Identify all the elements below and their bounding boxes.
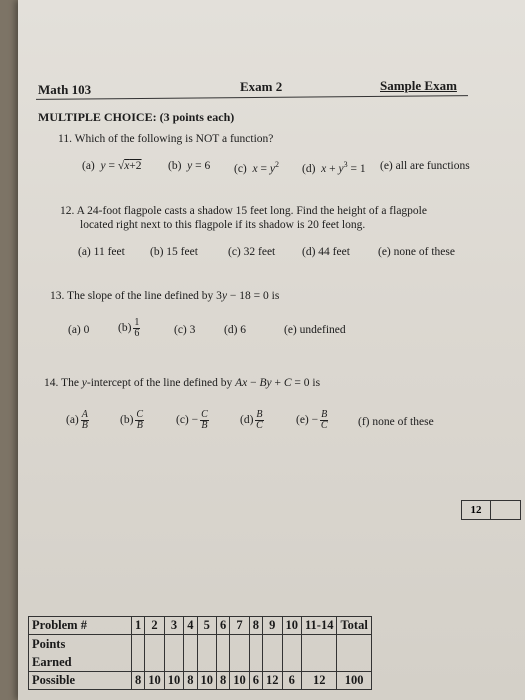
possible-cell: 8 [184,672,197,690]
points-earned-row [29,635,372,672]
page-score-value: 12 [462,501,491,519]
q11-option-d[interactable]: (d) $x + y^3 = 1$ [302,160,366,175]
q11-option-e[interactable]: (e) all are functions [380,160,470,172]
problem-row [29,617,372,635]
possible-cell: 8 [132,672,145,690]
problem-cell: 8 [249,617,262,635]
possible-row [29,672,372,690]
possible-cell: 10 [197,672,217,690]
earned-cell[interactable] [230,635,250,672]
q12-line2: located right next to this flagpole if its shadow is 20 feet long. [80,219,366,231]
possible-cell: 12 [263,672,283,690]
earned-cell[interactable] [145,635,165,672]
q11-number: 11. [58,133,72,145]
course-label: Math 103 [38,82,92,97]
exam-sheet [18,0,525,700]
problem-cell: 1 [132,617,145,635]
possible-label: Possible [29,672,132,690]
q11-text: Which of the following is NOT a function? [74,133,274,145]
problem-cell: Total [337,617,371,635]
problem-cell: 4 [184,617,197,635]
q14-option-a[interactable]: (a) $\frac{A}{B}$ [66,409,88,431]
possible-cell: 10 [164,672,184,690]
q11-option-c[interactable]: (c) $x = y^2$ [234,160,279,175]
earned-cell[interactable] [249,635,262,672]
grade-table [28,616,372,690]
q12-prompt [60,205,427,217]
q14-option-d[interactable]: (d) $\frac{B}{C}$ [240,409,263,431]
q13-option-b[interactable]: (b) $\frac{1}{6}$ [118,317,140,339]
q14-prompt: 14. The y-intercept of the line defined by Ax − By + C = 0 is [44,377,321,389]
page-score-earned-cell[interactable] [491,501,520,519]
earned-cell[interactable] [282,635,302,672]
q11-option-a[interactable]: (a) y = √x+2 [82,160,142,172]
q12-option-a[interactable]: (a) 11 feet [78,246,125,258]
problem-cell: 11-14 [302,617,337,635]
earned-cell[interactable] [132,635,145,672]
earned-label: Earned [32,655,72,669]
q13-option-e[interactable]: (e) undefined [284,324,346,336]
problem-cell: 2 [145,617,165,635]
possible-cell: 6 [282,672,302,690]
possible-cell: 8 [217,672,230,690]
q14-option-f[interactable]: (f) none of these [358,416,434,428]
problem-cell: 9 [263,617,283,635]
earned-cell[interactable] [263,635,283,672]
q12-option-e[interactable]: (e) none of these [378,246,455,258]
q13-option-d[interactable]: (d) 6 [224,324,247,336]
q12-option-d[interactable]: (d) 44 feet [302,246,350,258]
problem-cell: 5 [197,617,217,635]
q13-number: 13. [50,290,65,302]
q13-prompt: 13. The slope of the line defined by 3y − 18 = 0 is [50,290,280,302]
earned-cell[interactable] [217,635,230,672]
problem-cell: 6 [217,617,230,635]
q11-option-b[interactable]: (b) y = 6 [168,160,211,172]
possible-cell: 6 [249,672,262,690]
q12-line1: A 24-foot flagpole casts a shadow 15 feet long. Find the height of a flagpole [76,205,427,217]
problem-cell: 7 [230,617,250,635]
q13-option-c[interactable]: (c) 3 [174,324,196,336]
possible-cell: 100 [337,672,371,690]
q14-option-e[interactable]: (e) − $\frac{B}{C}$ [296,409,328,431]
problem-label: Problem # [29,617,132,635]
earned-cell[interactable] [184,635,197,672]
possible-cell: 10 [145,672,165,690]
problem-cell: 3 [164,617,184,635]
q12-number: 12. [60,205,75,217]
earned-cell[interactable] [337,635,371,672]
q14-option-b[interactable]: (b) $\frac{C}{B}$ [120,409,144,431]
q14-option-c[interactable]: (c) − $\frac{C}{B}$ [176,409,208,431]
sample-exam-label: Sample Exam [380,78,457,93]
section-title: MULTIPLE CHOICE: (3 points each) [38,110,235,124]
page-score-box [461,500,521,520]
earned-cell[interactable] [164,635,184,672]
possible-cell: 10 [230,672,250,690]
possible-cell: 12 [302,672,337,690]
q11-prompt [58,133,273,145]
earned-cell[interactable] [197,635,217,672]
points-earned-label [29,635,132,672]
q13-option-a[interactable]: (a) 0 [68,324,90,336]
q12-option-c[interactable]: (c) 32 feet [228,246,276,258]
header-rule [36,95,468,100]
problem-cell: 10 [282,617,302,635]
q14-number: 14. [44,377,59,389]
earned-cell[interactable] [302,635,337,672]
q12-option-b[interactable]: (b) 15 feet [150,246,198,258]
points-label: Points [32,637,66,651]
exam-label: Exam 2 [240,79,283,94]
